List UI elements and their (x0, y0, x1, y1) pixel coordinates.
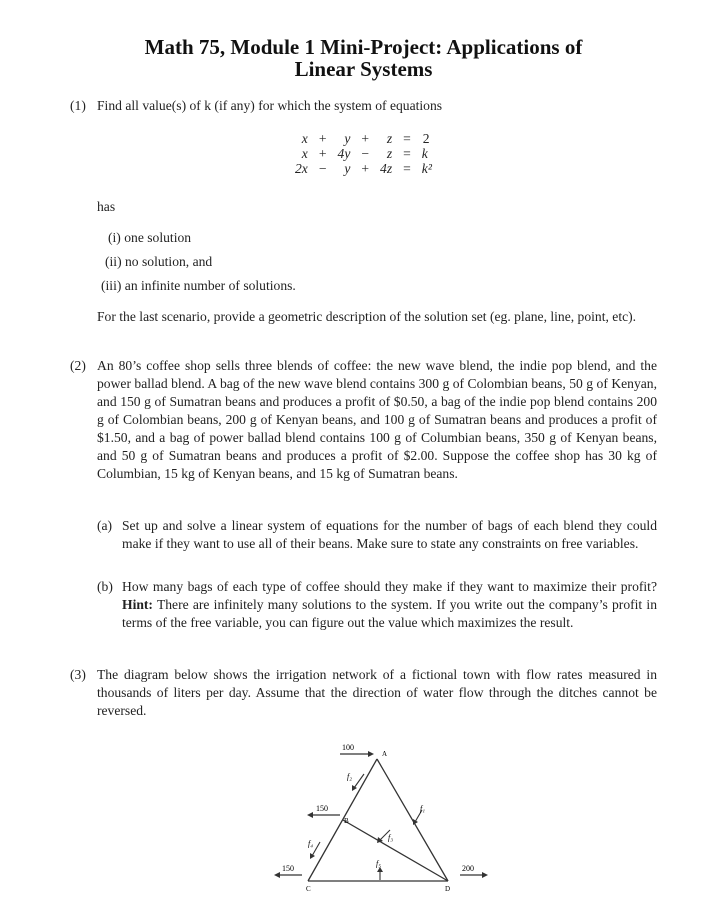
arrow-head-icon (352, 785, 357, 791)
eq-op: = (403, 161, 411, 176)
arrow-head-icon (274, 872, 280, 878)
eq-term: x (301, 146, 308, 161)
flow-arrow-f4 (312, 842, 320, 856)
eq-op: = (403, 146, 411, 161)
ditch-b-d (343, 820, 448, 881)
equation-system (290, 131, 437, 176)
problem-3-number: (3) (70, 667, 86, 682)
part-a-text: Set up and solve a linear system of equations for the number of bags of each blend they could make if they want to use all of their beans. Make sure to state any constraints on free variables. (122, 518, 657, 551)
eq-op: + (318, 131, 327, 146)
equation-row (290, 161, 437, 176)
problem-1-prompt: Find all value(s) of k (if any) for which the system of equations (97, 98, 443, 113)
page-title (60, 36, 667, 80)
part-b-hint-label: Hint: (122, 597, 153, 612)
has-label: has (97, 199, 116, 214)
title-line-2: Linear Systems (294, 57, 433, 81)
arrow-head-icon (307, 812, 313, 818)
ditch-a-c (308, 759, 377, 881)
eq-term: z (386, 146, 393, 161)
part-b-text (122, 578, 657, 632)
title-line-1: Math 75, Module 1 Mini-Project: Applications of (144, 35, 583, 59)
eq-term: x (301, 131, 308, 146)
eq-term: y (344, 161, 351, 176)
case-no-solution: (ii) no solution, and (105, 254, 213, 269)
part-b-hint-text: There are infinitely many solutions to the system. If you write out the company’s profit in terms of the free variable, you can figure out the value which maximizes the result. (122, 597, 658, 630)
equation-row (290, 146, 437, 161)
part-b-label: (b) (97, 579, 113, 594)
arrow-head-icon (482, 872, 488, 878)
flow-label-150-c: 150 (282, 864, 294, 873)
eq-term: z (386, 131, 393, 146)
arrow-head-icon (310, 853, 315, 859)
eq-rhs: 2 (422, 131, 430, 146)
eq-term: 4z (380, 161, 393, 176)
part-a-label: (a) (97, 518, 113, 533)
eq-op: + (318, 146, 327, 161)
arrow-head-icon (368, 751, 374, 757)
flow-label-150-b: 150 (316, 804, 328, 813)
problem-2-number: (2) (70, 358, 86, 373)
ditch-a-d (377, 759, 448, 881)
node-label-d: D (445, 885, 451, 893)
case-infinite-solutions: (iii) an infinite number of solutions. (101, 278, 296, 293)
eq-term: y (344, 131, 351, 146)
node-label-c: C (306, 885, 311, 893)
eq-op: − (361, 146, 370, 161)
part-b-question: How many bags of each type of coffee should they make if they want to maximize their profit? (122, 579, 657, 594)
flow-var-f2: f₂ (347, 772, 353, 781)
flow-var-f1: f₁ (420, 804, 426, 813)
problem-3-text: The diagram below shows the irrigation network of a fictional town with flow rates measured in thousands of liters per day. Assume that the direction of water flow through the ditches cannot be reversed. (97, 667, 657, 718)
node-label-a: A (382, 750, 388, 758)
problem-1-number: (1) (70, 98, 86, 113)
flow-var-f3: f₃ (388, 833, 394, 842)
flow-var-f5: f₅ (376, 859, 382, 868)
flow-var-f4: f₄ (308, 839, 314, 848)
eq-rhs: k (421, 146, 428, 161)
eq-op: + (361, 161, 370, 176)
eq-op: − (318, 161, 327, 176)
eq-term: 2x (295, 161, 308, 176)
flow-label-200: 200 (462, 864, 474, 873)
eq-rhs: k² (421, 161, 432, 176)
eq-op: = (403, 131, 411, 146)
problem-2-text: An 80’s coffee shop sells three blends of coffee: the new wave blend, the indie pop blend, and the power ballad blend. A bag of the new wave blend contains 300 g of Colombian beans, 50 g of Kenyan, and 150 g of Sumatran beans and produces a profit of $0.50, a bag of the indie pop blend contains 200 g of Colombian beans, 200 g of Kenyan beans, and 100 g of Sumatran beans and produces a profit of $1.50, and a bag of power ballad blend contains 100 g of Columbian beans, 350 g of Kenyan beans, and 50 g of Sumatran beans and produces a profit of $2.00. Suppose the coffee shop has 30 kg of Columbian, 15 kg of Kenyan beans, and 15 kg of Sumatran beans. (97, 358, 657, 481)
eq-op: + (361, 131, 370, 146)
problem-1-followup: For the last scenario, provide a geometric description of the solution set (eg. plane, line, point, etc). (97, 309, 637, 324)
case-one-solution: (i) one solution (108, 230, 192, 245)
equation-row (290, 131, 437, 146)
eq-term: 4y (337, 146, 351, 161)
irrigation-network-diagram (270, 738, 490, 898)
node-label-b: B (344, 817, 349, 825)
flow-label-100: 100 (342, 743, 354, 752)
